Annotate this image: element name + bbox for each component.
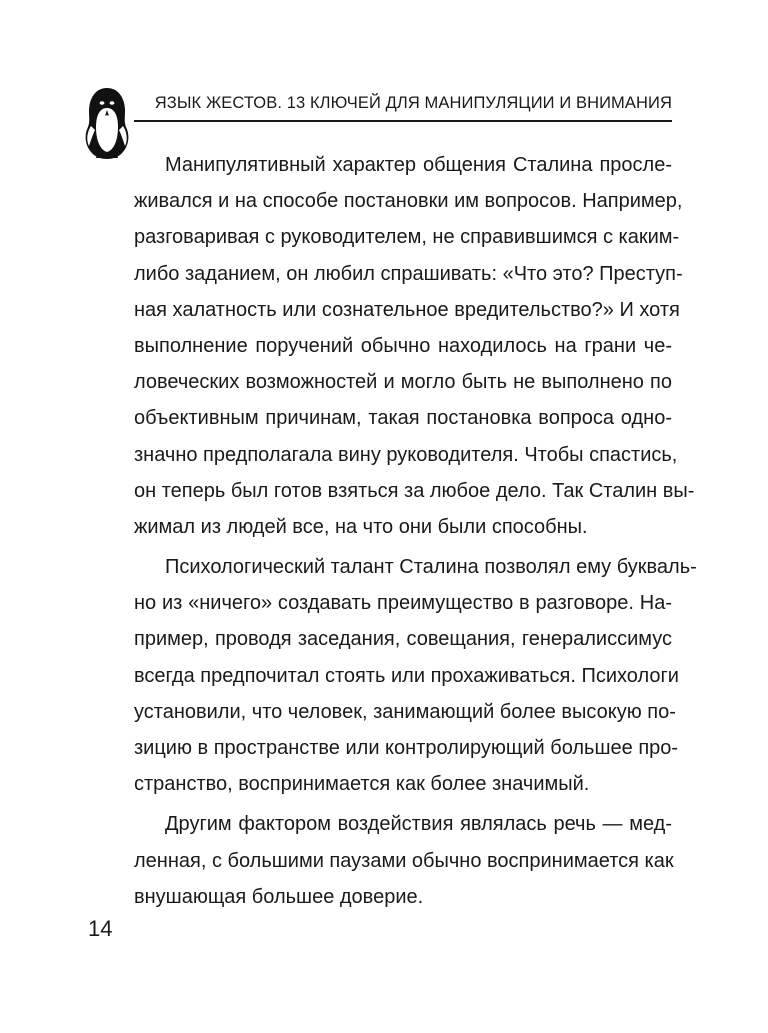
text-line: жимал из людей все, на что они были способны.	[134, 515, 588, 538]
running-title: ЯЗЫК ЖЕСТОВ. 13 КЛЮЧЕЙ ДЛЯ МАНИПУЛЯЦИИ И ВНИМАНИЯ	[154, 94, 672, 112]
text-line: либо заданием, он любил спрашивать: «Что это? Преступ-	[134, 262, 683, 285]
text-line: Психологический талант Сталина позволял ему букваль-	[165, 556, 697, 579]
text-line: всегда предпочитал стоять или прохаживаться. Психологи	[134, 664, 679, 687]
text-line: ловеческих возможностей и могло быть не выполнено по	[134, 371, 672, 394]
paragraph	[134, 806, 672, 915]
text-line: зицию в пространстве или контролирующий большее про-	[134, 737, 679, 759]
main-text	[134, 147, 697, 915]
text-line: живался и на способе постановки им вопросов. Например,	[134, 190, 683, 213]
text-line: объективным причинам, такая постановка вопроса одно-	[134, 407, 672, 430]
text-line: пример, проводя заседания, совещания, генералиссимус	[134, 628, 672, 651]
text-line: он теперь был готов взяться за любое дело. Так Сталин вы-	[134, 479, 695, 502]
text-line: но из «ничего» создавать преимущество в разговоре. На-	[134, 592, 672, 615]
text-line: ленная, с большими паузами обычно воспринимается как	[134, 849, 674, 872]
page-number: 14	[88, 916, 113, 941]
text-line: Манипулятивный характер общения Сталина просле-	[165, 154, 672, 176]
text-line: установили, что человек, занимающий более высокую по-	[134, 700, 676, 723]
running-header	[134, 92, 672, 122]
penguin-icon	[82, 86, 132, 160]
paragraph	[134, 147, 695, 545]
paragraph	[134, 549, 697, 802]
text-line: выполнение поручений обычно находилось на грани че-	[134, 334, 672, 357]
text-line: разговаривая с руководителем, не справившимся с каким-	[134, 226, 680, 249]
text-line: ная халатность или сознательное вредительство?» И хотя	[134, 298, 680, 321]
text-line: Другим фактором воздействия являлась речь — мед-	[165, 813, 672, 836]
text-line: внушающая большее доверие.	[134, 885, 424, 908]
text-line: значно предполагала вину руководителя. Чтобы спастись,	[134, 443, 678, 466]
text-line: странство, воспринимается как более значимый.	[134, 773, 590, 796]
